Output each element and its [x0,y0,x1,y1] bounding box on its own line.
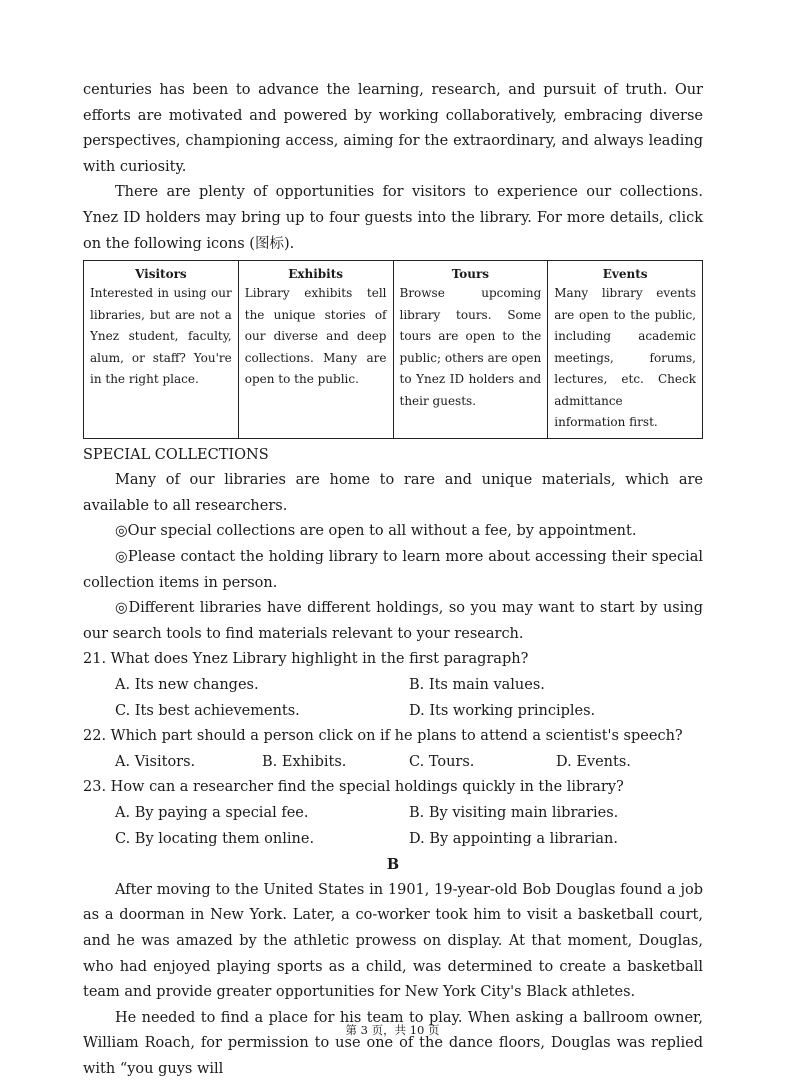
icon-header-tours: Tours [451,267,490,282]
section-b-paragraph-2: He needed to find a place for his team to play. When asking a ballroom owner, William Roach, for permission to use one of the dance floors, Douglas was replied with “you guys will [83,1009,703,1077]
special-bullet-2: ◎Please contact the holding library to learn more about accessing their special collection items in person. [83,549,703,591]
option-22-d: D. Events. [556,753,631,770]
intro-paragraph-1: centuries has been to advance the learning, research, and pursuit of truth. Our efforts are motivated and powered by working collaboratively, embracing diverse perspectives, championing access, aiming for the extraordinary, and always leading with curiosity. [83,82,703,175]
option-21-a: A. Its new changes. [115,677,259,693]
icon-header-visitors: Visitors [135,267,187,282]
icon-header-events: Events [602,267,648,282]
special-intro: Many of our libraries are home to rare and unique materials, which are available to all researchers. [83,472,703,514]
icon-cell-visitors[interactable] [84,261,239,439]
icon-cell-events[interactable] [548,261,703,439]
option-22-a: A. Visitors. [115,753,196,770]
option-23-c: C. By locating them online. [115,830,315,847]
icon-header-exhibits: Exhibits [288,267,344,282]
section-b-paragraph-1: After moving to the United States in 1901, 19-year-old Bob Douglas found a job as a doorman in New York. Later, a co-worker took him to visit a basketball court, and he was amazed by the athletic prowess on display. At that moment, Douglas, who had enjoyed playing sports as a child, was determined to create a basketball team and provide greater opportunities for New York City's Black athletes. [83,881,703,1001]
icon-cell-tours[interactable] [393,261,548,439]
option-23-b: B. By visiting main libraries. [409,804,619,821]
icon-text-visitors: Interested in using our libraries, but are not a Ynez student, faculty, alum, or staff? You're in the right place. [90,286,232,387]
icon-text-tours: Browse upcoming library tours. Some tours are open to the public; others are open to Ynez ID holders and their guests. [399,286,542,408]
section-b-label: B [386,856,400,874]
question-22-stem: 22. Which part should a person click on if he plans to attend a scientist's speech? [83,728,683,745]
icon-text-exhibits: Library exhibits tell the unique stories of our diverse and deep collections. Many are open to the public. [244,286,387,387]
option-21-b: B. Its main values. [409,677,545,693]
document-page [83,78,703,1083]
special-bullet-3: ◎Different libraries have different holdings, so you may want to start by using our search tools to find materials relevant to your research. [83,600,703,642]
question-21-stem: 21. What does Ynez Library highlight in the first paragraph? [83,651,529,668]
question-23-options-row-1 [83,801,703,827]
intro-paragraph-2: There are plenty of opportunities for visitors to experience our collections. Ynez ID holders may bring up to four guests into the library. For more details, click on the following icons (图标). [83,184,703,252]
icons-table [83,260,703,439]
question-21-options-row-2 [83,699,703,725]
question-22-options [83,750,703,776]
option-22-b: B. Exhibits. [262,753,347,770]
option-23-d: D. By appointing a librarian. [409,830,618,847]
icon-cell-exhibits[interactable] [238,261,393,439]
question-23-stem: 23. How can a researcher find the special holdings quickly in the library? [83,779,624,796]
question-21-options-row-1 [83,673,703,699]
page-footer: 第 3 页，共 10 页 [345,1023,440,1037]
option-21-c: C. Its best achievements. [115,702,300,719]
option-21-d: D. Its working principles. [409,702,596,719]
icon-text-events: Many library events are open to the public, including academic meetings, forums, lectures, etc. Check admittance information first. [554,286,696,430]
special-collections-heading: SPECIAL COLLECTIONS [83,446,269,463]
option-23-a: A. By paying a special fee. [115,804,309,821]
special-bullet-1: ◎Our special collections are open to all without a fee, by appointment. [115,523,637,540]
question-23-options-row-2 [83,827,703,853]
option-22-c: C. Tours. [409,753,475,770]
